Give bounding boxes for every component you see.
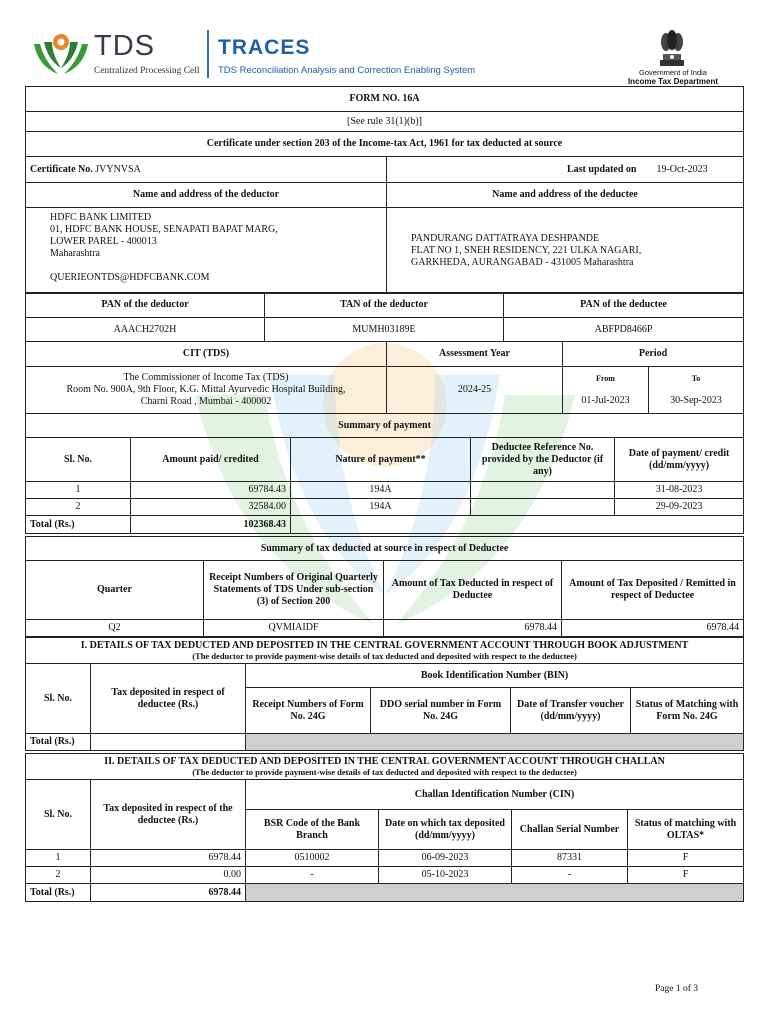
row-date: 05-10-2023: [379, 867, 512, 884]
col-match-status: Status of Matching with Form No. 24G: [631, 688, 744, 734]
col-ref: Deductee Reference No. provided by the Deductor (if any): [471, 438, 615, 482]
goi-caption: [610, 68, 736, 86]
last-updated-cell: [387, 157, 744, 183]
total-gray-fill: [246, 884, 744, 902]
payment-summary-table: [25, 413, 744, 534]
total-gray-fill: [246, 734, 744, 751]
tax-summary-heading: Summary of tax deducted at source in respect of Deductee: [26, 537, 744, 561]
row-serial: 87331: [512, 850, 628, 867]
col-transfer-date: Date of Transfer voucher (dd/mm/yyyy): [511, 688, 631, 734]
last-updated-label: Last updated on: [567, 163, 637, 175]
row-bsr: -: [246, 867, 379, 884]
page-header: [0, 0, 768, 86]
tan-deductor-label: TAN of the deductor: [265, 293, 504, 318]
section2-subtitle: (The deductor to provide payment-wise details of tax deducted and deposited with respect to the deductee): [192, 766, 577, 777]
col-date: Date of payment/ credit (dd/mm/yyyy): [615, 438, 744, 482]
col-deposited: Amount of Tax Deposited / Remitted in respect of Deductee: [562, 561, 744, 620]
deductor-line: Maharashtra: [50, 248, 100, 259]
deductor-address: [26, 208, 387, 294]
quarter: Q2: [26, 620, 204, 637]
form-title: FORM NO. 16A: [26, 87, 744, 112]
row-sl: 2: [26, 499, 131, 516]
row-ref: [471, 499, 615, 516]
receipt-no: QVMIAIDF: [204, 620, 384, 637]
row-tax: 6978.44: [91, 850, 246, 867]
period-from: 01-Jul-2023: [581, 395, 630, 406]
deductee-line: GARKHEDA, AURANGABAD - 431005 Maharashtra: [411, 256, 634, 268]
col-tax: Tax deposited in respect of the deductee (Rs.): [91, 780, 246, 850]
row-sl: 1: [26, 850, 91, 867]
deductor-line: LOWER PAREL - 400013: [50, 236, 157, 247]
row-amount: 32584.00: [131, 499, 291, 516]
deductee-address: [387, 208, 744, 294]
tax-summary-table: [25, 536, 744, 637]
table-row: [26, 867, 744, 884]
row-date: 06-09-2023: [379, 850, 512, 867]
row-amount: 69784.43: [131, 482, 291, 499]
deductee-heading: Name and address of the deductee: [387, 183, 744, 208]
col-sl: Sl. No.: [26, 438, 131, 482]
certificate-no-cell: [26, 157, 387, 183]
col-sl: Sl. No.: [26, 780, 91, 850]
deductee-line: PANDURANG DATTATRAYA DESHPANDE: [411, 232, 600, 244]
col-nature: Nature of payment**: [291, 438, 471, 482]
total-blank: [291, 516, 744, 534]
certificate-no: JVYNVSA: [95, 163, 141, 175]
section1-subtitle: (The deductor to provide payment-wise details of tax deducted and deposited with respect to the deductee): [192, 650, 577, 661]
tds-subtitle: Centralized Processing Cell: [94, 66, 200, 76]
total-label: Total (Rs.): [26, 516, 131, 534]
col-quarter: Quarter: [26, 561, 204, 620]
col-oltas-status: Status of matching with OLTAS*: [628, 810, 744, 850]
total-label: Total (Rs.): [26, 884, 91, 902]
form-rule: [See rule 31(1)(b)]: [26, 112, 744, 132]
col-deposit-date: Date on which tax deposited (dd/mm/yyyy): [379, 810, 512, 850]
traces-subtitle: TDS Reconciliation Analysis and Correction Enabling System: [218, 65, 476, 76]
row-nature: 194A: [291, 499, 471, 516]
col-sl: Sl. No.: [26, 664, 91, 734]
cit-line: The Commissioner of Income Tax (TDS): [123, 372, 289, 383]
national-emblem-icon: [654, 26, 690, 68]
row-bsr: 0510002: [246, 850, 379, 867]
cit-line: Room No. 900A, 9th Floor, K.G. Mittal Ayurvedic Hospital Building,: [66, 384, 346, 395]
pan-deductor-label: PAN of the deductor: [26, 293, 265, 318]
deductor-heading: Name and address of the deductor: [26, 183, 387, 208]
row-nature: 194A: [291, 482, 471, 499]
section2-title: II. DETAILS OF TAX DEDUCTED AND DEPOSITED IN THE CENTRAL GOVERNMENT ACCOUNT THROUGH CHALLAN: [104, 755, 665, 767]
certificate-heading: Certificate under section 203 of the Income-tax Act, 1961 for tax deducted at source: [26, 132, 744, 157]
assessment-year-label: Assessment Year: [387, 342, 563, 367]
challan-table: [25, 753, 744, 902]
row-date: 29-09-2023: [615, 499, 744, 516]
total-tax-blank: [91, 734, 246, 751]
cin-heading: Challan Identification Number (CIN): [246, 780, 744, 810]
period-label: Period: [563, 342, 744, 367]
pan-deductee-label: PAN of the deductee: [504, 293, 744, 318]
certificate-label: Certificate No.: [30, 163, 93, 175]
header-divider: [207, 30, 209, 78]
col-ddo: DDO serial number in Form No. 24G: [371, 688, 511, 734]
col-deducted: Amount of Tax Deducted in respect of Deductee: [384, 561, 562, 620]
bin-heading: Book Identification Number (BIN): [246, 664, 744, 688]
row-sl: 1: [26, 482, 131, 499]
cit-table: [25, 341, 744, 414]
goi-line1: Government of India: [639, 68, 707, 77]
goi-line2: Income Tax Department: [627, 77, 719, 86]
row-sl: 2: [26, 867, 91, 884]
period-to-cell: [649, 367, 744, 414]
row-status: F: [628, 867, 744, 884]
to-label: To: [691, 374, 701, 383]
tds-wordmark: TDS: [94, 30, 155, 62]
row-status: F: [628, 850, 744, 867]
pan-deductee: ABFPD8466P: [504, 318, 744, 342]
book-adjustment-table: [25, 637, 744, 751]
tax-deposited: 6978.44: [562, 620, 744, 637]
row-tax: 0.00: [91, 867, 246, 884]
section2-heading: [26, 754, 744, 780]
cit-label: CIT (TDS): [26, 342, 387, 367]
tax-deducted: 6978.44: [384, 620, 562, 637]
deductor-line: [50, 260, 382, 272]
col-receipt-24g: Receipt Numbers of Form No. 24G: [246, 688, 371, 734]
payment-summary-heading: Summary of payment: [26, 414, 744, 438]
deductee-line: FLAT NO 1, SNEH RESIDENCY, 221 ULKA NAGARI,: [411, 244, 642, 256]
section1-title: I. DETAILS OF TAX DEDUCTED AND DEPOSITED IN THE CENTRAL GOVERNMENT ACCOUNT THROUGH BOOK ADJUSTMENT: [80, 639, 689, 651]
col-receipt: Receipt Numbers of Original Quarterly Statements of TDS Under sub-section (3) of Section 200: [204, 561, 384, 620]
from-label: From: [596, 374, 615, 383]
table-row: [26, 499, 744, 516]
period-from-cell: [563, 367, 649, 414]
traces-wordmark: TRACES: [218, 36, 311, 59]
deductor-line: HDFC BANK LIMITED: [50, 212, 152, 223]
tds-logo-icon: [30, 30, 92, 76]
row-serial: -: [512, 867, 628, 884]
table-row: [26, 620, 744, 637]
col-tax: Tax deposited in respect of deductee (Rs.): [91, 664, 246, 734]
cit-line: Charni Road , Mumbai - 400002: [140, 396, 272, 407]
page-number: Page 1 of 3: [655, 984, 699, 994]
total-tax: 6978.44: [91, 884, 246, 902]
assessment-year: 2024-25: [387, 367, 563, 414]
row-ref: [471, 482, 615, 499]
form-header-table: [25, 86, 744, 294]
col-amount: Amount paid/ credited: [131, 438, 291, 482]
total-label: Total (Rs.): [26, 734, 91, 751]
table-row: [26, 850, 744, 867]
period-to: 30-Sep-2023: [670, 395, 722, 406]
deductor-line: 01, HDFC BANK HOUSE, SENAPATI BAPAT MARG,: [50, 224, 278, 235]
section1-heading: [26, 638, 744, 664]
deductor-email: QUERIEONTDS@HDFCBANK.COM: [50, 272, 210, 283]
cit-address: [26, 367, 387, 414]
pan-table: [25, 292, 744, 342]
pan-deductor: AAACH2702H: [26, 318, 265, 342]
tan-deductor: MUMH03189E: [265, 318, 504, 342]
table-row: [26, 482, 744, 499]
total-amount: 102368.43: [131, 516, 291, 534]
row-date: 31-08-2023: [615, 482, 744, 499]
last-updated: 19-Oct-2023: [656, 163, 708, 175]
col-bsr: BSR Code of the Bank Branch: [246, 810, 379, 850]
col-challan-serial: Challan Serial Number: [512, 810, 628, 850]
